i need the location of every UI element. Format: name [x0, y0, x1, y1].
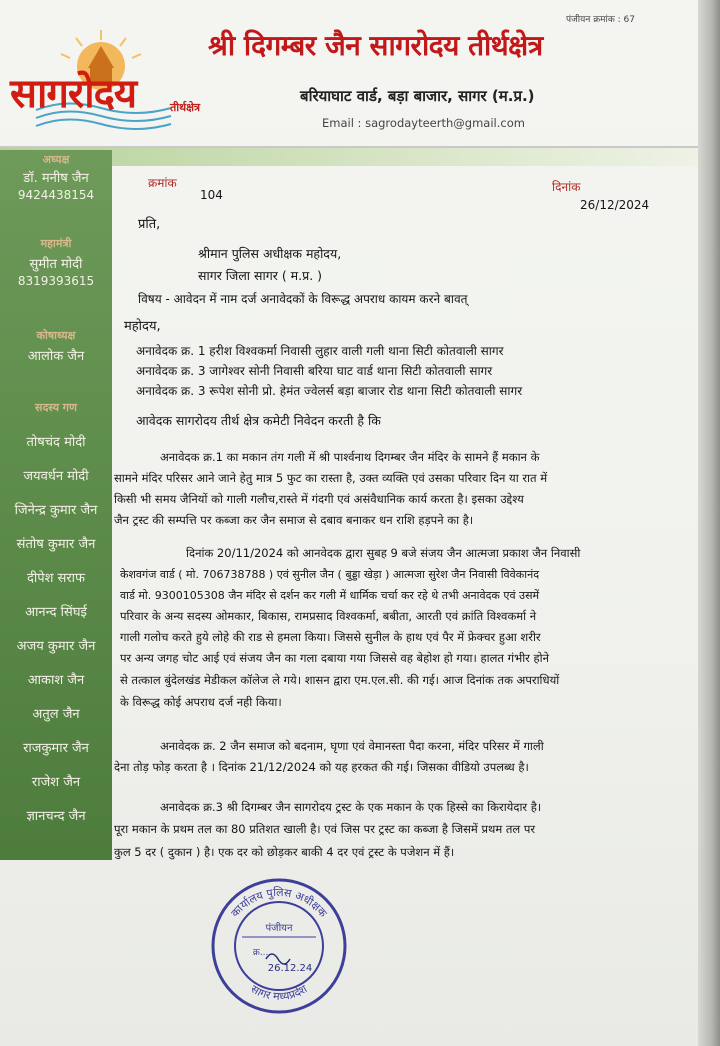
- ref-number: 104: [200, 188, 223, 202]
- para2-line: गाली गलोच करते हुये लोहे की राड से हमला किया। जिससे सुनील के हाथ एवं पैर में फ्रेक्चर हुआ शरीर: [120, 630, 541, 644]
- addressee-line-2: सागर जिला सागर ( म.प्र. ): [198, 268, 323, 283]
- addressee-line-1: श्रीमान पुलिस अधीक्षक महोदय,: [198, 246, 342, 261]
- para1-line: सामने मंदिर परिसर आने जाने हेतु मात्र 5 फुट का रास्ता है, उक्त व्यक्ति एवं उसका परिवार दिन या रात में: [114, 471, 548, 485]
- para2-line: के विरूद्ध कोई अपराध दर्ज नही किया।: [120, 695, 282, 709]
- ref-label: क्रमांक: [148, 176, 177, 190]
- secretary-role: महामंत्री: [40, 237, 72, 250]
- member-name: अतुल जैन: [32, 707, 80, 722]
- member-name: अजय कुमार जैन: [16, 639, 96, 654]
- para1-line: किसी भी समय जैनियों को गाली गलौच,रास्ते में गंदगी एवं असंवैधानिक कार्य करता है। इसका उद्देश्य: [114, 492, 524, 506]
- member-name: दीपेश सराफ: [26, 571, 86, 586]
- letter-date: 26/12/2024: [580, 198, 650, 212]
- respondent-line: अनावेदक क्र. 3 रूपेश सोनी प्रो. हेमंत ज्वेलर्स बड़ा बाजार रोड थाना सिटी कोतवाली सागर: [136, 384, 523, 398]
- logo-text: सागरोदय: [10, 70, 137, 117]
- member-name: जिनेन्द्र कुमार जैन: [14, 503, 98, 518]
- applicant-line: आवेदक सागरोदय तीर्थ क्षेत्र कमेटी निवेदन करती है कि: [136, 413, 381, 428]
- president-phone: 9424438154: [17, 188, 95, 202]
- respondent-line: अनावेदक क्र. 1 हरीश विश्वकर्मा निवासी लुहार वाली गली थाना सिटी कोतवाली सागर: [136, 344, 504, 358]
- secretary-phone: 8319393615: [17, 274, 95, 288]
- president-role: अध्यक्ष: [42, 153, 70, 166]
- para2-line: दिनांक 20/11/2024 को आनवेदक द्वारा सुबह 9 बजे संजय जैन आत्मजा प्रकाश जैन निवासी: [186, 546, 581, 560]
- stamp-top-text: कार्यालय पुलिस अधीक्षक: [228, 885, 330, 920]
- para1-line: अनावेदक क्र.1 का मकान तंग गली में श्री पार्श्वनाथ दिगम्बर जैन मंदिर के सामने हैं मकान के: [160, 450, 540, 464]
- para4-line: अनावेदक क्र.3 श्री दिगम्बर जैन सागरोदय ट्रस्ट के एक मकान के एक हिस्से का किरायेदार है।: [160, 800, 542, 814]
- member-name: जयवर्धन मोदी: [23, 469, 89, 484]
- member-name: ज्ञानचन्द जैन: [26, 809, 86, 824]
- stamp-number-label: क्र....: [252, 948, 272, 958]
- secretary-name: सुमीत मोदी: [29, 257, 83, 272]
- salutation: महोदय,: [124, 319, 161, 334]
- members-role: सदस्य गण: [35, 401, 77, 414]
- member-name: तोषचंद मोदी: [26, 435, 86, 450]
- member-name: आनन्द सिंघई: [25, 605, 87, 620]
- member-name: आकाश जैन: [27, 673, 85, 688]
- date-label: दिनांक: [552, 180, 581, 194]
- para3-line: अनावेदक क्र. 2 जैन समाज को बदनाम, घृणा एवं वेमानस्ता पैदा करना, मंदिर परिसर में गाली: [160, 739, 544, 753]
- committee-sidebar: [0, 150, 112, 860]
- member-name: राजेश जैन: [31, 775, 81, 790]
- para2-line: पर अन्य जगह चोट आई एवं संजय जैन का गला दबाया गया जिससे वह बेहोश हो गया। हालत गंभीर होने: [120, 651, 549, 665]
- to-line: प्रति,: [138, 217, 161, 232]
- treasurer-role: कोषाध्यक्ष: [36, 329, 76, 342]
- page-edge-shadow: [698, 0, 720, 1046]
- organization-title: श्री दिगम्बर जैन सागरोदय तीर्थक्षेत्र: [208, 29, 543, 62]
- para2-line: केशवगंज वार्ड ( मो. 706738788 ) एवं सुनील जैन ( बुड्डा खेड़ा ) आत्मजा सुरेश जैन निवासी विवेकानंद: [120, 568, 540, 581]
- para3-line: देना तोड़ फोड़ करता है । दिनांक 21/12/2024 को यह हरकत की गई। जिसका वीडियो उपलब्ध है।: [114, 760, 529, 774]
- treasurer-name: आलोक जैन: [27, 349, 85, 364]
- stamp-registration-label: पंजीयन: [265, 923, 293, 934]
- para2-line: परिवार के अन्य सदस्य ओमकार, बिकास, रामप्रसाद विश्वकर्मा, बबीता, आरती एवं क्रांति विश्वकर्मा ने: [120, 609, 537, 623]
- para4-line: कुल 5 दर ( दुकान ) है। एक दर को छोड़कर बाकी 4 दर एवं ट्रस्ट के पजेशन में हैं।: [114, 845, 455, 859]
- president-name: डॉ. मनीष जैन: [23, 171, 89, 186]
- registration-number: पंजीयन क्रमांक : 67: [566, 15, 635, 25]
- para4-line: पूरा मकान के प्रथम तल का 80 प्रतिशत खाली है। एवं जिस पर ट्रस्ट का कब्जा है जिसमें प्रथम तल पर: [114, 822, 536, 836]
- para1-line: जैन ट्रस्ट की सम्पत्ति पर कब्जा कर जैन समाज से दबाव बनाकर धन राशि हड़पने का है।: [114, 513, 474, 527]
- para2-line: से तत्काल बुंदेलखंड मेडीकल कॉलेज ले गये। शासन द्वारा एम.एल.सी. की गई। आज दिनांक तक अपराधियों: [120, 673, 560, 687]
- stamp-bottom-text: सागर मध्यप्रदेश: [248, 982, 310, 1004]
- organization-address: बरियाघाट वार्ड, बड़ा बाजार, सागर (म.प्र.): [300, 87, 535, 105]
- member-name: संतोष कुमार जैन: [16, 537, 96, 552]
- police-office-stamp: [208, 875, 350, 1017]
- member-name: राजकुमार जैन: [23, 741, 89, 756]
- svg-text:सागर मध्यप्रदेश: [249, 982, 310, 1003]
- para2-line: वार्ड मो. 9300105308 जैन मंदिर से दर्शन कर गली में धार्मिक चर्चा कर रहे थे तभी अनावेदक एवं उसमें: [120, 589, 540, 602]
- stamp-date: 26.12.24: [267, 963, 313, 974]
- organization-email: Email : sagrodayteerth@gmail.com: [322, 116, 525, 130]
- logo-subtitle: तीर्थक्षेत्र: [170, 101, 201, 114]
- respondent-line: अनावेदक क्र. 3 जागेश्वर सोनी निवासी बरिया घाट वार्ड थाना सिटी कोतवाली सागर: [136, 364, 493, 378]
- subject-line: विषय - आवेदन में नाम दर्ज अनावेदकों के विरूद्ध अपराध कायम करने बावत्: [138, 292, 468, 306]
- logo: [6, 28, 216, 143]
